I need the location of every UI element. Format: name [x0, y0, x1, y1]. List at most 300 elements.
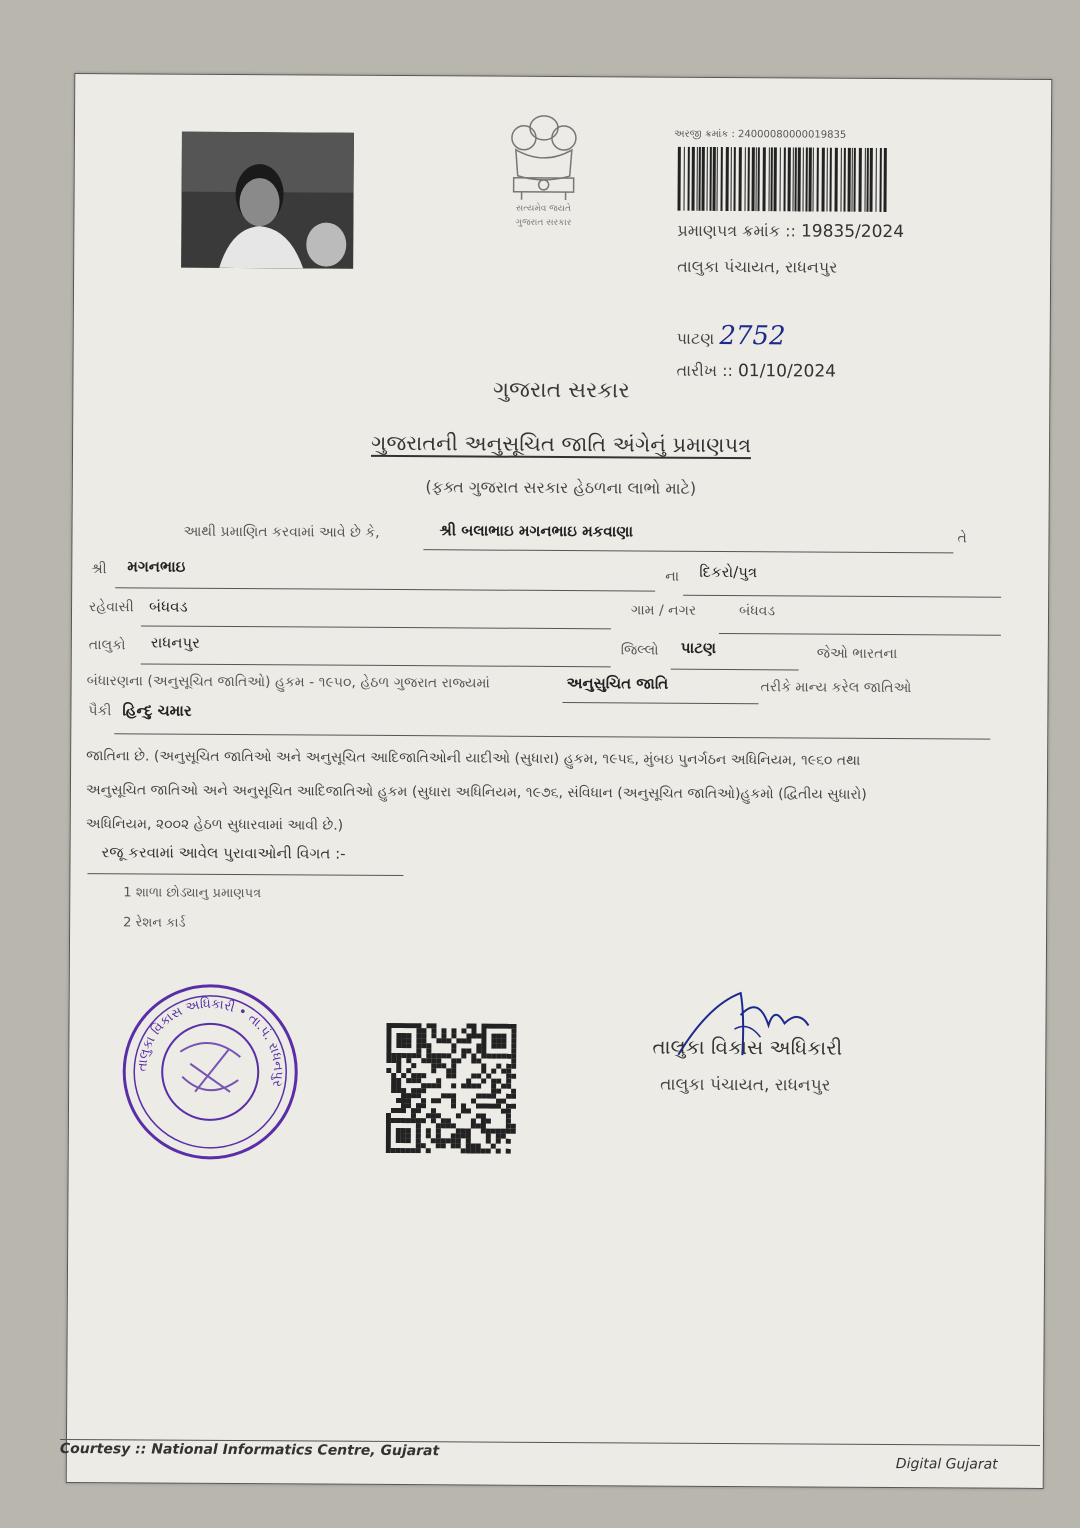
qr-module — [396, 1053, 401, 1058]
qr-module — [391, 1083, 396, 1088]
district-value: પાટણ — [680, 638, 717, 657]
qr-module — [416, 1053, 421, 1058]
barcode-bar — [706, 147, 707, 211]
barcode-bar — [744, 147, 745, 211]
certificate-number-label: પ્રમાણપત્ર ક્રમાંક :: — [677, 220, 796, 241]
qr-module — [421, 1073, 426, 1078]
qr-module — [496, 1104, 501, 1109]
qr-module — [391, 1088, 396, 1093]
qr-module — [411, 1148, 416, 1153]
qr-module — [441, 1138, 446, 1143]
qr-module — [506, 1109, 511, 1114]
qr-module — [401, 1108, 406, 1113]
taluka-label: તાલુકો — [88, 637, 126, 654]
office-seal-stamp — [120, 981, 301, 1162]
qr-module — [396, 1118, 401, 1123]
qr-module — [461, 1053, 466, 1058]
district-label: જિલ્લો — [620, 642, 659, 659]
qr-module — [496, 1024, 501, 1029]
qr-module — [406, 1133, 411, 1138]
barcode-bar — [720, 147, 722, 211]
qr-module — [446, 1053, 451, 1058]
qr-module — [406, 1033, 411, 1038]
footer-brand: Digital Gujarat — [895, 1456, 998, 1473]
qr-module — [511, 1094, 516, 1099]
qr-module — [386, 1148, 391, 1153]
barcode-bar — [733, 147, 735, 211]
qr-module — [496, 1134, 501, 1139]
qr-module — [441, 1123, 446, 1128]
qr-module — [496, 1064, 501, 1069]
qr-module — [421, 1118, 426, 1123]
holder-name: શ્રી બલાભાઇ મગનભાઇ મકવાણા — [439, 521, 634, 541]
qr-module — [396, 1033, 401, 1038]
qr-module — [391, 1073, 396, 1078]
shri-label: શ્રી — [91, 561, 107, 578]
qr-module — [481, 1029, 486, 1034]
qr-module — [446, 1123, 451, 1128]
barcode-bar — [851, 148, 852, 212]
qr-module — [451, 1043, 456, 1048]
qr-module — [436, 1083, 441, 1088]
qr-module — [476, 1123, 481, 1128]
taluka-value: રાધનપુર — [150, 633, 201, 652]
qr-module — [481, 1039, 486, 1044]
qr-module — [491, 1044, 496, 1049]
barcode-bar — [864, 148, 865, 212]
qr-module — [386, 1033, 391, 1038]
qr-module — [506, 1024, 511, 1029]
qr-module — [406, 1138, 411, 1143]
qr-module — [431, 1033, 436, 1038]
qr-module — [406, 1103, 411, 1108]
qr-module — [466, 1038, 471, 1043]
qr-module — [501, 1069, 506, 1074]
caste-value: હિન્દુ ચમાર — [122, 701, 192, 720]
page-number-row — [677, 321, 786, 352]
qr-module — [391, 1078, 396, 1083]
qr-module — [476, 1049, 481, 1054]
page-handwritten: 2752 — [719, 320, 786, 352]
qr-module — [491, 1104, 496, 1109]
qr-module — [461, 1048, 466, 1053]
qr-module — [386, 1038, 391, 1043]
qr-module — [476, 1113, 481, 1118]
qr-module — [441, 1053, 446, 1058]
qr-module — [416, 1043, 421, 1048]
qr-module — [421, 1103, 426, 1108]
qr-module — [411, 1088, 416, 1093]
qr-module — [471, 1053, 476, 1058]
qr-module — [436, 1063, 441, 1068]
barcode-bar — [797, 147, 800, 211]
qr-module — [471, 1123, 476, 1128]
qr-module — [461, 1083, 466, 1088]
barcode-bar — [847, 148, 850, 212]
qr-module — [491, 1084, 496, 1089]
qr-module — [451, 1133, 456, 1138]
qr-module — [426, 1128, 431, 1133]
qr-module — [396, 1138, 401, 1143]
qr-module — [396, 1098, 401, 1103]
qr-module — [411, 1023, 416, 1028]
qr-module — [441, 1063, 446, 1068]
qr-module — [391, 1148, 396, 1153]
qr-module — [401, 1023, 406, 1028]
qr-module — [466, 1128, 471, 1133]
barcode-bar — [687, 147, 689, 211]
qr-module — [496, 1034, 501, 1039]
qr-module — [506, 1114, 511, 1119]
qr-module — [396, 1068, 401, 1073]
qr-module — [396, 1133, 401, 1138]
qr-module — [416, 1023, 421, 1028]
qr-module — [496, 1139, 501, 1144]
qr-module — [386, 1113, 391, 1118]
qr-module — [506, 1079, 511, 1084]
among-label: પૈકી — [88, 703, 112, 720]
page-label: પાટણ — [676, 328, 715, 348]
barcode-bar — [816, 148, 818, 212]
qr-module — [461, 1148, 466, 1153]
qr-module — [396, 1043, 401, 1048]
qr-module — [401, 1073, 406, 1078]
qr-module — [386, 1128, 391, 1133]
qr-module — [451, 1063, 456, 1068]
qr-module — [426, 1053, 431, 1058]
barcode-bar — [701, 147, 704, 211]
qr-module — [476, 1093, 481, 1098]
verification-qr-code — [386, 1023, 517, 1154]
qr-module — [486, 1104, 491, 1109]
qr-module — [421, 1098, 426, 1103]
seal-text: તાલુકા વિકાસ અધિકારી • તા.પં. રાધનપુર — [134, 996, 286, 1089]
qr-module — [501, 1039, 506, 1044]
qr-module — [491, 1094, 496, 1099]
qr-module — [416, 1093, 421, 1098]
qr-module — [466, 1023, 471, 1028]
barcode-bar — [794, 147, 796, 211]
svg-text:તાલુકા વિકાસ અધિકારી • તા.પં. — [135, 995, 286, 1088]
qr-module — [411, 1093, 416, 1098]
qr-module — [416, 1038, 421, 1043]
qr-module — [431, 1053, 436, 1058]
applicant-photo — [181, 132, 354, 269]
qr-module — [406, 1128, 411, 1133]
qr-module — [451, 1033, 456, 1038]
qr-module — [386, 1058, 391, 1063]
qr-module — [496, 1044, 501, 1049]
qr-module — [506, 1149, 511, 1154]
qr-module — [416, 1048, 421, 1053]
qr-module — [501, 1044, 506, 1049]
qr-module — [471, 1028, 476, 1033]
qr-module — [481, 1034, 486, 1039]
qr-module — [491, 1079, 496, 1084]
qr-module — [481, 1124, 486, 1129]
qr-module — [386, 1028, 391, 1033]
qr-module — [491, 1054, 496, 1059]
qr-module — [466, 1143, 471, 1148]
qr-module — [446, 1068, 451, 1073]
resident-label: રહેવાસી — [89, 599, 134, 616]
certificate-date: 01/10/2024 — [737, 361, 837, 382]
qr-module — [431, 1068, 436, 1073]
qr-module — [501, 1134, 506, 1139]
qr-module — [481, 1129, 486, 1134]
qr-module — [511, 1039, 516, 1044]
barcode-bar — [677, 147, 680, 211]
qr-module — [466, 1138, 471, 1143]
qr-module — [481, 1119, 486, 1124]
barcode-bar — [808, 148, 811, 212]
qr-module — [476, 1143, 481, 1148]
qr-module — [386, 1138, 391, 1143]
qr-module — [501, 1084, 506, 1089]
qr-module — [386, 1068, 391, 1073]
certificate-subtitle: (ફક્ત ગુજરાત સરકાર હેઠળના લાભો માટે) — [425, 477, 697, 498]
qr-module — [451, 1103, 456, 1108]
qr-module — [491, 1089, 496, 1094]
qr-module — [401, 1033, 406, 1038]
issuing-office: તાલુકા પંચાયત, રાધનપુર — [677, 256, 838, 277]
qr-module — [471, 1073, 476, 1078]
qr-module — [436, 1113, 441, 1118]
application-number: અરજી ક્રમાંક : 24000080000019835 — [673, 128, 847, 141]
qr-module — [481, 1024, 486, 1029]
qr-module — [421, 1058, 426, 1063]
barcode-bar — [725, 147, 728, 211]
qr-module — [466, 1033, 471, 1038]
qr-module — [446, 1138, 451, 1143]
qr-module — [496, 1039, 501, 1044]
qr-module — [491, 1144, 496, 1149]
qr-module — [471, 1148, 476, 1153]
legal-paragraph — [86, 739, 987, 846]
qr-module — [386, 1123, 391, 1128]
qr-module — [476, 1059, 481, 1064]
barcode-bar — [738, 147, 741, 211]
barcode-bar — [762, 147, 765, 211]
qr-module — [396, 1078, 401, 1083]
qr-module — [481, 1049, 486, 1054]
qr-module — [511, 1064, 516, 1069]
qr-module — [481, 1064, 486, 1069]
qr-module — [431, 1113, 436, 1118]
emblem-state: ગુજરાત સરકાર — [515, 217, 572, 229]
barcode-bar — [792, 147, 793, 211]
qr-module — [456, 1133, 461, 1138]
qr-module — [486, 1074, 491, 1079]
barcode-bar — [696, 147, 697, 211]
qr-module — [421, 1088, 426, 1093]
qr-module — [486, 1139, 491, 1144]
barcode-bar — [883, 148, 886, 212]
qr-module — [486, 1094, 491, 1099]
na-text: ના — [665, 568, 680, 585]
barcode-bar — [768, 147, 769, 211]
qr-module — [401, 1088, 406, 1093]
qr-module — [471, 1143, 476, 1148]
qr-module — [396, 1108, 401, 1113]
qr-module — [396, 1148, 401, 1153]
qr-module — [416, 1088, 421, 1093]
qr-module — [411, 1078, 416, 1083]
qr-module — [436, 1078, 441, 1083]
qr-module — [451, 1073, 456, 1078]
barcode-bar — [787, 147, 790, 211]
qr-module — [501, 1129, 506, 1134]
qr-module — [421, 1033, 426, 1038]
barcode-bar — [802, 147, 803, 211]
qr-module — [406, 1053, 411, 1058]
qr-module — [386, 1133, 391, 1138]
qr-module — [391, 1108, 396, 1113]
qr-module — [511, 1089, 516, 1094]
qr-module — [456, 1143, 461, 1148]
qr-module — [436, 1138, 441, 1143]
qr-module — [491, 1039, 496, 1044]
qr-module — [421, 1143, 426, 1148]
barcode-bar — [869, 148, 872, 212]
barcode-bar — [783, 147, 785, 211]
resident-value: બંધવડ — [149, 597, 188, 616]
certificate-document — [59, 73, 1053, 1489]
barcode-bar — [770, 147, 772, 211]
qr-module — [481, 1094, 486, 1099]
qr-module — [406, 1078, 411, 1083]
qr-module — [416, 1028, 421, 1033]
category-value: અનુસુચિત જાતિ — [566, 674, 669, 693]
qr-module — [496, 1129, 501, 1134]
qr-module — [426, 1133, 431, 1138]
barcode-bar — [866, 148, 868, 212]
qr-module — [391, 1023, 396, 1028]
legal-line-2: અનુસૂચિત જાતિઓ અને અનુસૂચિત આદિજાતિઓ હુકમ (સુધારા અધિનિયમ, ૧૯૭૬, સંવિધાન (અનુસૂચિત જાતિઓ)હુકમો (દ્વિતીય સુધારો) — [85, 782, 867, 803]
qr-module — [441, 1118, 446, 1123]
signatory-title: તાલુકા વિકાસ અધિકારી — [652, 1034, 843, 1060]
qr-module — [511, 1049, 516, 1054]
qr-module — [396, 1128, 401, 1133]
barcode-bar — [858, 148, 861, 212]
barcode-bar — [773, 147, 776, 211]
qr-module — [446, 1073, 451, 1078]
qr-module — [486, 1119, 491, 1124]
qr-module — [496, 1149, 501, 1154]
evidence-item: 2 રેશન કાર્ડ — [123, 915, 186, 931]
qr-module — [416, 1108, 421, 1113]
qr-module — [436, 1133, 441, 1138]
barcode-bar — [683, 147, 684, 211]
qr-module — [406, 1148, 411, 1153]
signatory-office: તાલુકા પંચાયત, રાધનપુર — [660, 1074, 831, 1096]
qr-module — [416, 1103, 421, 1108]
qr-module — [436, 1098, 441, 1103]
qr-module — [511, 1124, 516, 1129]
qr-module — [391, 1118, 396, 1123]
qr-module — [406, 1093, 411, 1098]
qr-module — [481, 1104, 486, 1109]
qr-module — [436, 1053, 441, 1058]
qr-module — [506, 1064, 511, 1069]
qr-module — [436, 1038, 441, 1043]
barcode-bar — [709, 147, 711, 211]
qr-module — [466, 1133, 471, 1138]
qr-module — [416, 1133, 421, 1138]
qr-module — [511, 1074, 516, 1079]
relation-value: દિકરો/પુત્ર — [699, 562, 758, 582]
qr-module — [486, 1054, 491, 1059]
qr-module — [471, 1083, 476, 1088]
barcode-bar — [757, 147, 759, 211]
qr-module — [506, 1124, 511, 1129]
recognized-text: તરીકે માન્ય કરેલ જાતિઓ — [760, 679, 912, 697]
barcode-bar — [853, 148, 855, 212]
qr-module — [451, 1143, 456, 1148]
qr-module — [416, 1138, 421, 1143]
qr-module — [476, 1148, 481, 1153]
date-label: તારીખ :: — [676, 360, 733, 381]
qr-module — [481, 1114, 486, 1119]
qr-module — [511, 1029, 516, 1034]
qr-module — [451, 1068, 456, 1073]
barcode-bar — [747, 147, 749, 211]
qr-module — [461, 1028, 466, 1033]
qr-module — [426, 1083, 431, 1088]
qr-module — [386, 1023, 391, 1028]
qr-module — [481, 1069, 486, 1074]
qr-module — [386, 1118, 391, 1123]
qr-module — [401, 1133, 406, 1138]
qr-module — [421, 1038, 426, 1043]
qr-module — [406, 1038, 411, 1043]
qr-module — [476, 1073, 481, 1078]
qr-module — [431, 1058, 436, 1063]
qr-module — [466, 1148, 471, 1153]
qr-module — [441, 1093, 446, 1098]
qr-module — [476, 1044, 481, 1049]
qr-module — [396, 1083, 401, 1088]
barcode-bar — [875, 148, 876, 212]
qr-module — [401, 1098, 406, 1103]
evidence-title: રજૂ કરવામાં આવેલ પુરાવાઓની વિગત :- — [101, 843, 346, 863]
qr-module — [391, 1058, 396, 1063]
qr-module — [416, 1078, 421, 1083]
evidence-item: 1 શાળા છોડ્યાનુ પ્રમાણપત્ર — [123, 885, 262, 902]
qr-module — [476, 1103, 481, 1108]
qr-module — [451, 1083, 456, 1088]
qr-module — [506, 1069, 511, 1074]
qr-module — [426, 1048, 431, 1053]
qr-module — [496, 1089, 501, 1094]
qr-module — [496, 1054, 501, 1059]
qr-module — [506, 1054, 511, 1059]
barcode-bar — [829, 148, 831, 212]
qr-module — [396, 1088, 401, 1093]
qr-module — [511, 1129, 516, 1134]
qr-module — [471, 1023, 476, 1028]
qr-module — [491, 1024, 496, 1029]
qr-module — [501, 1054, 506, 1059]
qr-module — [426, 1113, 431, 1118]
qr-module — [396, 1023, 401, 1028]
qr-module — [431, 1063, 436, 1068]
qr-module — [391, 1053, 396, 1058]
qr-module — [506, 1094, 511, 1099]
qr-module — [486, 1149, 491, 1154]
qr-module — [406, 1118, 411, 1123]
qr-module — [426, 1023, 431, 1028]
